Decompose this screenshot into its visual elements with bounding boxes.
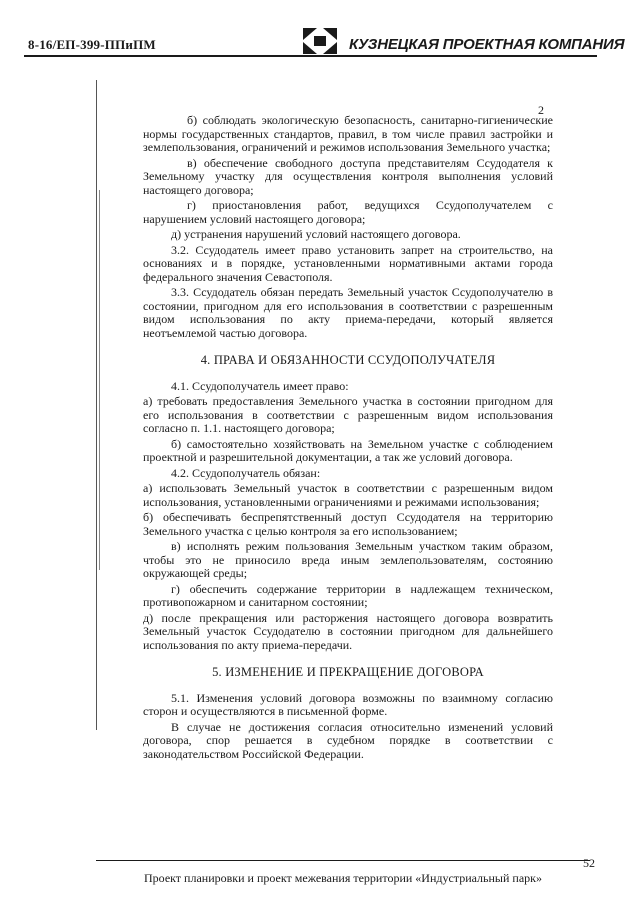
paragraph: 3.3. Ссудодатель обязан передать Земельный участок Ссудополучателю в состоянии, пригодном для его использования в соответствии с разрешенным видом использования по акту приема-передачи, который является неотъемлемой частью договора.	[143, 285, 553, 340]
paragraph: а) использовать Земельный участок в соответствии с разрешенным видом использования, установленными ограничениями и режимами использования;	[143, 481, 553, 509]
paragraph: а) требовать предоставления Земельного участка в состоянии пригодном для его использования в соответствии с разрешенным видом использования согласно п. 1.1. настоящего договора;	[143, 394, 553, 435]
margin-line-secondary	[99, 190, 100, 570]
company-name: КУЗНЕЦКАЯ ПРОЕКТНАЯ КОМПАНИЯ	[349, 36, 625, 53]
paragraph: 4.1. Ссудополучатель имеет право:	[171, 378, 349, 393]
footer-text: Проект планировки и проект межевания территории «Индустриальный парк»	[144, 871, 542, 885]
sheet-number: 52	[583, 856, 595, 870]
document-code: 8-16/ЕП-399-ППиПМ	[28, 37, 156, 52]
paragraph: 4.2. Ссудополучатель обязан:	[171, 465, 321, 480]
margin-line	[96, 80, 97, 730]
footer-rule	[96, 860, 590, 861]
section-heading: 5. ИЗМЕНЕНИЕ И ПРЕКРАЩЕНИЕ ДОГОВОРА	[212, 665, 484, 679]
paragraph: д) устранения нарушений условий настоящего договора.	[171, 227, 461, 241]
section-heading: 4. ПРАВА И ОБЯЗАННОСТИ ССУДОПОЛУЧАТЕЛЯ	[200, 353, 496, 367]
paragraph: б) соблюдать экологическую безопасность, санитарно-гигиенические нормы государственных стандартов, правил, в том числе правил застройки и землепользования, ограничений и режимов использования Земельного участка;	[143, 113, 553, 154]
paragraph: г) приостановления работ, ведущихся Ссудополучателем с нарушением условий настоящего договора;	[143, 198, 553, 226]
company-logo-icon	[303, 28, 337, 54]
header-rule	[24, 55, 597, 57]
paragraph: 5.1. Изменения условий договора возможны по взаимному согласию сторон и осуществляются в письменной форме.	[143, 690, 553, 718]
document-body	[143, 114, 553, 763]
paragraph: в) исполнять режим пользования Земельным участком таким образом, чтобы это не приносило вреда иным землепользователям, состоянию окружающей среды;	[143, 539, 553, 580]
paragraph: В случае не достижения согласия относительно изменений условий договора, спор решается в судебном порядке в соответствии с законодательством Российской Федерации.	[143, 719, 553, 761]
paragraph: г) обеспечить содержание территории в надлежащем техническом, противопожарном и санитарном состоянии;	[143, 581, 553, 609]
paragraph: б) обеспечивать беспрепятственный доступ Ссудодателя на территорию Земельного участка с целью контроля за его использованием;	[143, 510, 553, 538]
paragraph: д) после прекращения или расторжения настоящего договора возвратить Земельный участок Ссудодателю в состоянии пригодном для дальнейшего использования по акту приема-передачи.	[143, 610, 553, 652]
paragraph: б) самостоятельно хозяйствовать на Земельном участке с соблюдением проектной и разрешительной документации, а так же условий договора.	[143, 436, 553, 464]
page-number: 2	[538, 103, 544, 117]
paragraph: в) обеспечение свободного доступа представителям Ссудодателя к Земельному участку для осуществления контроля выполнения условий настоящего договора;	[143, 155, 553, 197]
paragraph: 3.2. Ссудодатель имеет право установить запрет на строительство, на основаниях и в порядке, установленными нормативными актами города федерального значения Севастополя.	[143, 242, 553, 284]
